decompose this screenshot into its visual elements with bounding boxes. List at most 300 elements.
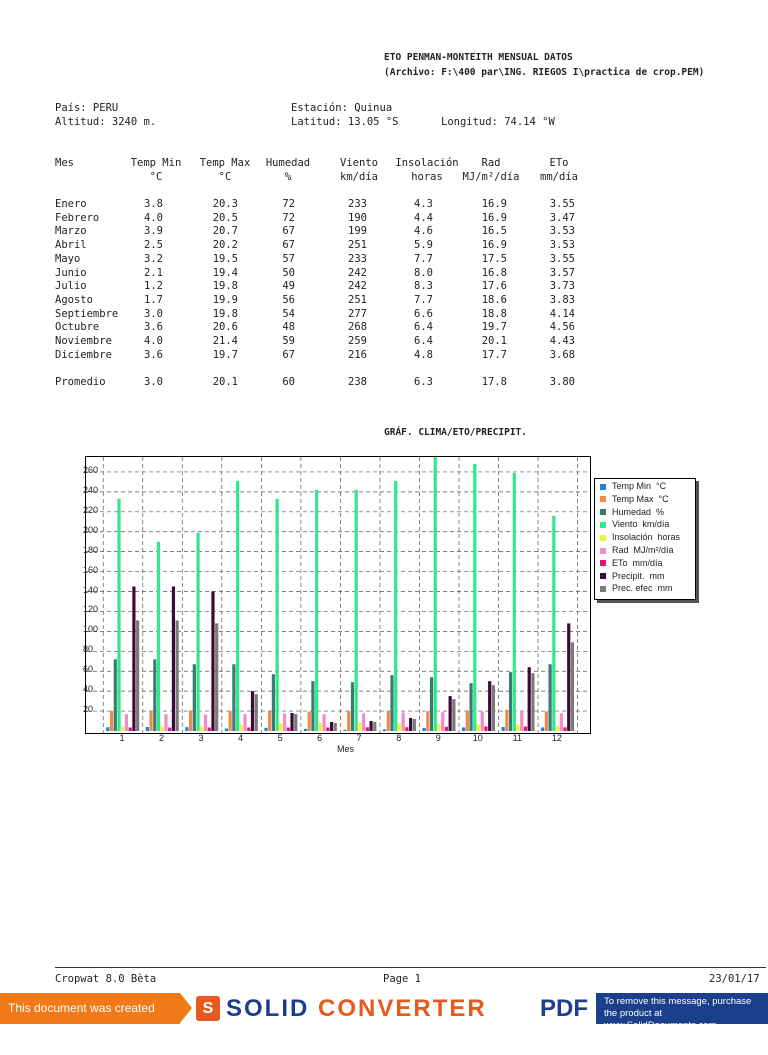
table-cell: 4.14 bbox=[549, 307, 575, 320]
table-cell: 19.5 bbox=[212, 252, 238, 265]
x-tick-label: 12 bbox=[551, 733, 562, 743]
legend-label: ETo mm/día bbox=[612, 557, 663, 568]
table-cell: 3.0 bbox=[144, 307, 163, 320]
bar-insolacin-9 bbox=[437, 724, 440, 731]
bar-rad-10 bbox=[481, 711, 484, 731]
y-tick-label: 40 bbox=[83, 684, 94, 695]
legend-swatch bbox=[600, 522, 606, 528]
bar-temp-11 bbox=[502, 727, 505, 731]
legend-label: Rad MJ/m²/día bbox=[612, 545, 674, 555]
table-cell: 3.47 bbox=[549, 211, 575, 224]
table-cell: 4.56 bbox=[549, 321, 575, 334]
bar-insolacin-12 bbox=[556, 726, 559, 731]
column-unit: km/día bbox=[340, 171, 378, 183]
table-cell: 8.0 bbox=[414, 266, 433, 279]
bar-insolacin-5 bbox=[279, 723, 282, 731]
bar-prec-9 bbox=[452, 699, 455, 731]
table-cell: 3.6 bbox=[144, 321, 163, 334]
table-cell: 7.7 bbox=[414, 252, 433, 265]
table-cell: 57 bbox=[282, 252, 295, 265]
x-axis-label: Mes bbox=[337, 744, 355, 754]
legend-item bbox=[600, 558, 663, 569]
bar-insolacin-11 bbox=[516, 725, 519, 731]
footer-page-number: Page 1 bbox=[383, 973, 421, 985]
month-name: Enero bbox=[55, 198, 87, 210]
table-cell: 17.5 bbox=[481, 252, 507, 265]
table-cell: 19.7 bbox=[212, 348, 238, 361]
bar-temp-9 bbox=[426, 711, 429, 731]
table-cell: 17.7 bbox=[481, 348, 507, 361]
table-cell: 233 bbox=[348, 252, 367, 265]
bar-humedad-3 bbox=[193, 664, 196, 731]
bar-temp-12 bbox=[541, 727, 544, 731]
month-name: Diciembre bbox=[55, 348, 112, 361]
legend-label: Insolación horas bbox=[612, 532, 681, 543]
bar-humedad-10 bbox=[469, 683, 472, 731]
table-cell: 268 bbox=[348, 321, 367, 334]
table-cell: 18.8 bbox=[481, 307, 507, 320]
brand-converter: CONVERTER bbox=[318, 995, 487, 1022]
table-cell: 3.73 bbox=[549, 280, 575, 293]
table-cell: 16.9 bbox=[481, 211, 507, 224]
country-label: País: PERU bbox=[55, 102, 119, 114]
legend-item bbox=[600, 494, 669, 505]
x-tick-label: 1 bbox=[119, 733, 125, 743]
bar-eto-2 bbox=[168, 728, 171, 731]
bar-precipit-1 bbox=[132, 587, 135, 731]
bar-eto-4 bbox=[247, 727, 250, 731]
footer-divider bbox=[55, 967, 766, 968]
banner-created-text: This document was created using bbox=[0, 993, 180, 1024]
bar-precipit-5 bbox=[290, 713, 293, 731]
bar-viento-9 bbox=[434, 457, 437, 731]
table-cell: 6.4 bbox=[414, 321, 433, 334]
bar-eto-10 bbox=[484, 726, 487, 731]
station-label: Estación: Quinua bbox=[291, 102, 393, 114]
legend-item bbox=[600, 481, 666, 492]
table-cell: 54 bbox=[282, 307, 295, 320]
y-tick-label: 240 bbox=[83, 484, 99, 495]
column-unit: °C bbox=[218, 171, 232, 183]
bar-precipit-6 bbox=[330, 722, 333, 731]
legend-label: Viento km/día bbox=[612, 519, 670, 530]
legend-swatch bbox=[600, 560, 606, 566]
table-cell: 18.6 bbox=[481, 293, 507, 306]
bar-temp-8 bbox=[383, 729, 386, 731]
bar-insolacin-4 bbox=[240, 725, 243, 731]
bar-humedad-11 bbox=[509, 672, 512, 731]
bar-insolacin-8 bbox=[398, 723, 401, 731]
table-cell: 259 bbox=[348, 335, 367, 347]
legend-item bbox=[600, 571, 665, 582]
bar-humedad-5 bbox=[272, 674, 275, 731]
bar-temp-2 bbox=[146, 727, 149, 731]
x-tick-label: 8 bbox=[396, 733, 402, 743]
month-name: Agosto bbox=[55, 293, 93, 306]
table-cell: 216 bbox=[348, 348, 367, 361]
y-tick-label: 180 bbox=[83, 544, 99, 555]
table-cell: 19.8 bbox=[212, 280, 238, 293]
month-name: Marzo bbox=[55, 225, 87, 238]
table-cell: 3.6 bbox=[144, 348, 163, 361]
column-unit: % bbox=[284, 171, 292, 183]
table-cell: 20.1 bbox=[481, 335, 507, 347]
table-cell: 3.55 bbox=[549, 252, 575, 265]
x-tick-label: 7 bbox=[356, 733, 362, 743]
banner-brand-name bbox=[226, 995, 487, 1023]
legend-label: Temp Min °C bbox=[612, 481, 667, 491]
table-cell: 4.3 bbox=[414, 198, 433, 210]
table-cell: 20.3 bbox=[212, 198, 238, 210]
legend-swatch bbox=[600, 586, 606, 592]
bar-insolacin-2 bbox=[161, 727, 164, 731]
bar-eto-6 bbox=[326, 727, 329, 731]
table-cell: 16.5 bbox=[481, 225, 507, 238]
table-cell: 3.53 bbox=[549, 239, 575, 252]
bar-viento-12 bbox=[552, 516, 555, 731]
column-header: Mes bbox=[55, 157, 74, 169]
bar-temp-1 bbox=[106, 727, 109, 731]
chart-title: GRÁF. CLIMA/ETO/PRECIPIT. bbox=[384, 427, 527, 438]
bar-temp-10 bbox=[466, 710, 469, 731]
bar-humedad-6 bbox=[311, 681, 314, 731]
legend-label: Prec. efec mm bbox=[612, 583, 673, 594]
table-cell: 6.4 bbox=[414, 335, 433, 347]
average-cell: 60 bbox=[282, 376, 295, 388]
bar-insolacin-7 bbox=[358, 723, 361, 731]
bar-viento-3 bbox=[196, 533, 199, 731]
table-cell: 242 bbox=[348, 266, 367, 279]
column-unit: horas bbox=[411, 171, 443, 183]
table-cell: 3.57 bbox=[549, 266, 575, 279]
bar-viento-10 bbox=[473, 464, 476, 731]
table-cell: 4.6 bbox=[414, 225, 433, 238]
table-cell: 1.2 bbox=[144, 280, 163, 293]
banner-purchase-link[interactable]: To remove this message, purchase the product at www.SolidDocuments.com bbox=[596, 993, 768, 1024]
bar-temp-8 bbox=[387, 711, 390, 731]
bar-viento-6 bbox=[315, 490, 318, 731]
table-cell: 2.5 bbox=[144, 239, 163, 252]
bar-prec-2 bbox=[176, 620, 179, 731]
table-cell: 48 bbox=[282, 321, 295, 334]
bar-precipit-11 bbox=[528, 667, 531, 731]
table-cell: 3.53 bbox=[549, 225, 575, 238]
table-cell: 4.0 bbox=[144, 335, 163, 347]
average-cell: 20.1 bbox=[212, 376, 238, 388]
column-header: Rad bbox=[481, 157, 501, 169]
chart-legend bbox=[594, 478, 696, 600]
table-cell: 1.7 bbox=[144, 293, 163, 306]
table-cell: 20.2 bbox=[212, 239, 238, 252]
table-cell: 251 bbox=[348, 293, 367, 306]
bar-eto-8 bbox=[405, 727, 408, 731]
table-cell: 20.5 bbox=[212, 211, 238, 224]
bar-temp-5 bbox=[264, 728, 267, 731]
bar-temp-5 bbox=[268, 712, 271, 731]
table-cell: 19.4 bbox=[212, 266, 238, 279]
bar-rad-7 bbox=[362, 713, 365, 731]
bar-insolacin-10 bbox=[477, 725, 480, 731]
table-cell: 19.7 bbox=[481, 321, 507, 334]
table-cell: 242 bbox=[348, 280, 367, 293]
bar-temp-3 bbox=[189, 710, 192, 731]
bar-rad-5 bbox=[283, 714, 286, 731]
bar-precipit-2 bbox=[172, 587, 175, 731]
brand-pdf: PDF bbox=[540, 995, 588, 1022]
legend-item bbox=[600, 583, 673, 594]
bar-temp-6 bbox=[304, 729, 307, 731]
x-tick-label: 5 bbox=[277, 733, 283, 743]
bar-viento-2 bbox=[157, 542, 160, 731]
bar-eto-5 bbox=[287, 727, 290, 731]
y-tick-label: 120 bbox=[83, 604, 99, 615]
table-cell: 3.55 bbox=[549, 198, 575, 210]
average-label: Promedio bbox=[55, 376, 106, 388]
bar-prec-4 bbox=[255, 694, 258, 731]
bar-prec-11 bbox=[531, 673, 534, 731]
table-cell: 16.9 bbox=[481, 239, 507, 252]
month-name: Abril bbox=[55, 239, 87, 252]
bar-temp-2 bbox=[149, 711, 152, 731]
average-cell: 17.8 bbox=[481, 376, 507, 388]
bar-precipit-12 bbox=[567, 623, 570, 731]
x-tick-label: 11 bbox=[512, 733, 522, 743]
column-unit: mm/día bbox=[540, 171, 578, 183]
table-cell: 19.8 bbox=[212, 307, 238, 320]
average-cell: 238 bbox=[348, 376, 367, 388]
table-cell: 7.7 bbox=[414, 293, 433, 306]
y-tick-label: 160 bbox=[83, 564, 99, 575]
x-tick-label: 9 bbox=[435, 733, 441, 743]
bar-prec-3 bbox=[215, 623, 218, 731]
bar-insolacin-1 bbox=[121, 727, 124, 731]
table-cell: 5.9 bbox=[414, 239, 433, 252]
bar-rad-8 bbox=[402, 712, 405, 731]
y-tick-label: 260 bbox=[83, 464, 99, 475]
bar-humedad-9 bbox=[430, 677, 433, 731]
x-tick-label: 4 bbox=[238, 733, 244, 743]
table-cell: 59 bbox=[282, 335, 295, 347]
table-cell: 67 bbox=[282, 225, 295, 238]
bar-eto-7 bbox=[366, 727, 369, 731]
solid-converter-logo-icon: S bbox=[196, 996, 220, 1021]
bar-eto-12 bbox=[563, 727, 566, 731]
table-cell: 17.6 bbox=[481, 280, 507, 293]
table-cell: 56 bbox=[282, 293, 295, 306]
column-header: Viento bbox=[340, 157, 378, 169]
y-tick-label: 220 bbox=[83, 504, 99, 515]
legend-swatch bbox=[600, 548, 606, 554]
legend-item bbox=[600, 507, 664, 518]
x-tick-label: 6 bbox=[317, 733, 323, 743]
table-cell: 20.7 bbox=[212, 225, 238, 238]
average-cell: 3.0 bbox=[144, 376, 163, 388]
legend-item bbox=[600, 532, 680, 543]
bar-temp-3 bbox=[185, 727, 188, 731]
bar-eto-3 bbox=[208, 727, 211, 731]
bar-precipit-8 bbox=[409, 718, 412, 731]
month-name: Junio bbox=[55, 266, 87, 279]
y-tick-label: 20 bbox=[83, 704, 94, 715]
month-name: Mayo bbox=[55, 252, 81, 265]
average-cell: 3.80 bbox=[549, 376, 575, 388]
bar-temp-11 bbox=[505, 710, 508, 731]
bar-precipit-9 bbox=[449, 696, 452, 731]
table-cell: 3.8 bbox=[144, 198, 163, 210]
table-cell: 72 bbox=[282, 211, 295, 224]
table-cell: 21.4 bbox=[212, 335, 238, 347]
bar-rad-4 bbox=[243, 714, 246, 731]
column-header: Temp Min bbox=[130, 157, 182, 169]
bar-humedad-1 bbox=[114, 659, 117, 731]
file-path: (Archivo: F:\400 par\ING. RIEGOS I\practica de crop.PEM) bbox=[384, 67, 705, 78]
column-header: Temp Max bbox=[199, 157, 251, 169]
bar-viento-1 bbox=[117, 499, 120, 731]
table-cell: 4.43 bbox=[549, 335, 575, 347]
bar-precipit-7 bbox=[369, 721, 372, 731]
bar-temp-1 bbox=[110, 711, 113, 731]
month-name: Febrero bbox=[55, 211, 100, 224]
average-cell: 6.3 bbox=[414, 376, 433, 388]
legend-swatch bbox=[600, 484, 606, 490]
table-cell: 4.4 bbox=[414, 211, 433, 224]
x-tick-label: 2 bbox=[159, 733, 165, 743]
bar-prec-5 bbox=[294, 714, 297, 731]
y-tick-label: 80 bbox=[83, 644, 94, 655]
table-cell: 277 bbox=[348, 307, 367, 320]
table-cell: 8.3 bbox=[414, 280, 433, 293]
table-cell: 2.1 bbox=[144, 266, 163, 279]
legend-swatch bbox=[600, 573, 606, 579]
bar-rad-1 bbox=[125, 714, 128, 731]
bar-prec-1 bbox=[136, 620, 139, 731]
column-unit: °C bbox=[149, 171, 163, 183]
legend-label: Precipit. mm bbox=[612, 570, 665, 581]
bar-humedad-12 bbox=[549, 664, 552, 731]
bar-viento-11 bbox=[513, 473, 516, 731]
bar-viento-8 bbox=[394, 481, 397, 731]
footer-date: 23/01/17 bbox=[709, 973, 760, 985]
bar-temp-4 bbox=[225, 729, 228, 731]
report-title: ETO PENMAN-MONTEITH MENSUAL DATOS bbox=[384, 52, 573, 63]
bar-temp-4 bbox=[229, 711, 232, 731]
y-tick-label: 100 bbox=[83, 624, 99, 635]
bar-temp-9 bbox=[422, 728, 425, 731]
bar-precipit-3 bbox=[211, 592, 214, 731]
bar-prec-10 bbox=[492, 685, 495, 731]
column-header: ETo bbox=[549, 157, 569, 169]
climate-bar-chart bbox=[86, 457, 590, 733]
table-cell: 4.8 bbox=[414, 348, 433, 361]
bar-humedad-8 bbox=[390, 675, 393, 731]
bar-temp-10 bbox=[462, 727, 465, 731]
bar-precipit-10 bbox=[488, 681, 491, 731]
table-cell: 190 bbox=[348, 211, 367, 224]
table-cell: 3.2 bbox=[144, 252, 163, 265]
table-cell: 20.6 bbox=[212, 321, 238, 334]
chart-plot-area bbox=[85, 456, 591, 734]
bar-humedad-4 bbox=[232, 664, 235, 731]
brand-solid: SOLID bbox=[226, 995, 310, 1022]
bar-rad-6 bbox=[323, 714, 326, 731]
bar-prec-6 bbox=[334, 723, 337, 731]
column-header: Insolación bbox=[395, 157, 459, 169]
month-name: Noviembre bbox=[55, 335, 112, 347]
banner-arrow-icon bbox=[180, 993, 192, 1023]
bar-rad-12 bbox=[560, 713, 563, 731]
bar-eto-11 bbox=[524, 727, 527, 731]
legend-swatch bbox=[600, 496, 606, 502]
table-cell: 233 bbox=[348, 198, 367, 210]
bar-prec-7 bbox=[373, 722, 376, 731]
bar-rad-2 bbox=[164, 714, 167, 731]
legend-swatch bbox=[600, 535, 606, 541]
table-cell: 67 bbox=[282, 348, 295, 361]
bar-rad-11 bbox=[520, 711, 523, 731]
table-cell: 49 bbox=[282, 280, 295, 293]
bar-viento-4 bbox=[236, 481, 239, 731]
table-cell: 251 bbox=[348, 239, 367, 252]
table-cell: 3.9 bbox=[144, 225, 163, 238]
month-name: Septiembre bbox=[55, 307, 119, 320]
bar-eto-1 bbox=[129, 727, 132, 731]
bar-humedad-7 bbox=[351, 682, 354, 731]
bar-viento-7 bbox=[355, 490, 358, 731]
bar-insolacin-3 bbox=[200, 726, 203, 731]
legend-item bbox=[600, 545, 674, 556]
y-tick-label: 60 bbox=[83, 664, 94, 675]
table-cell: 3.68 bbox=[549, 348, 575, 361]
latitude-label: Latitud: 13.05 °S bbox=[291, 116, 399, 128]
converter-banner[interactable] bbox=[0, 993, 768, 1046]
legend-swatch bbox=[600, 509, 606, 515]
bar-temp-12 bbox=[545, 711, 548, 731]
footer-app-name: Cropwat 8.0 Bèta bbox=[55, 973, 157, 985]
table-cell: 72 bbox=[282, 198, 295, 210]
bar-insolacin-6 bbox=[319, 723, 322, 731]
bar-temp-7 bbox=[347, 711, 350, 731]
bar-eto-9 bbox=[445, 727, 448, 731]
table-cell: 50 bbox=[282, 266, 295, 279]
table-cell: 67 bbox=[282, 239, 295, 252]
bar-precipit-4 bbox=[251, 691, 254, 731]
column-header: Humedad bbox=[265, 157, 311, 169]
bar-humedad-2 bbox=[153, 659, 156, 731]
bar-temp-7 bbox=[343, 730, 346, 731]
x-tick-label: 3 bbox=[198, 733, 204, 743]
y-tick-label: 200 bbox=[83, 524, 99, 535]
bar-rad-9 bbox=[441, 712, 444, 731]
legend-item bbox=[600, 519, 669, 530]
table-cell: 199 bbox=[348, 225, 367, 238]
legend-label: Humedad % bbox=[612, 506, 665, 517]
y-tick-label: 140 bbox=[83, 584, 99, 595]
x-tick-label: 10 bbox=[472, 733, 483, 743]
bar-viento-5 bbox=[276, 499, 279, 731]
table-cell: 6.6 bbox=[414, 307, 433, 320]
bar-rad-3 bbox=[204, 715, 207, 731]
table-cell: 3.83 bbox=[549, 293, 575, 306]
bar-prec-8 bbox=[413, 719, 416, 731]
table-cell: 16.8 bbox=[481, 266, 507, 279]
legend-label: Temp Max °C bbox=[612, 493, 669, 504]
column-unit: MJ/m²/día bbox=[462, 171, 520, 183]
table-cell: 4.0 bbox=[144, 211, 163, 224]
bar-temp-6 bbox=[308, 712, 311, 731]
month-name: Julio bbox=[55, 280, 87, 293]
altitude-label: Altitud: 3240 m. bbox=[55, 116, 157, 128]
table-cell: 16.9 bbox=[481, 198, 507, 210]
